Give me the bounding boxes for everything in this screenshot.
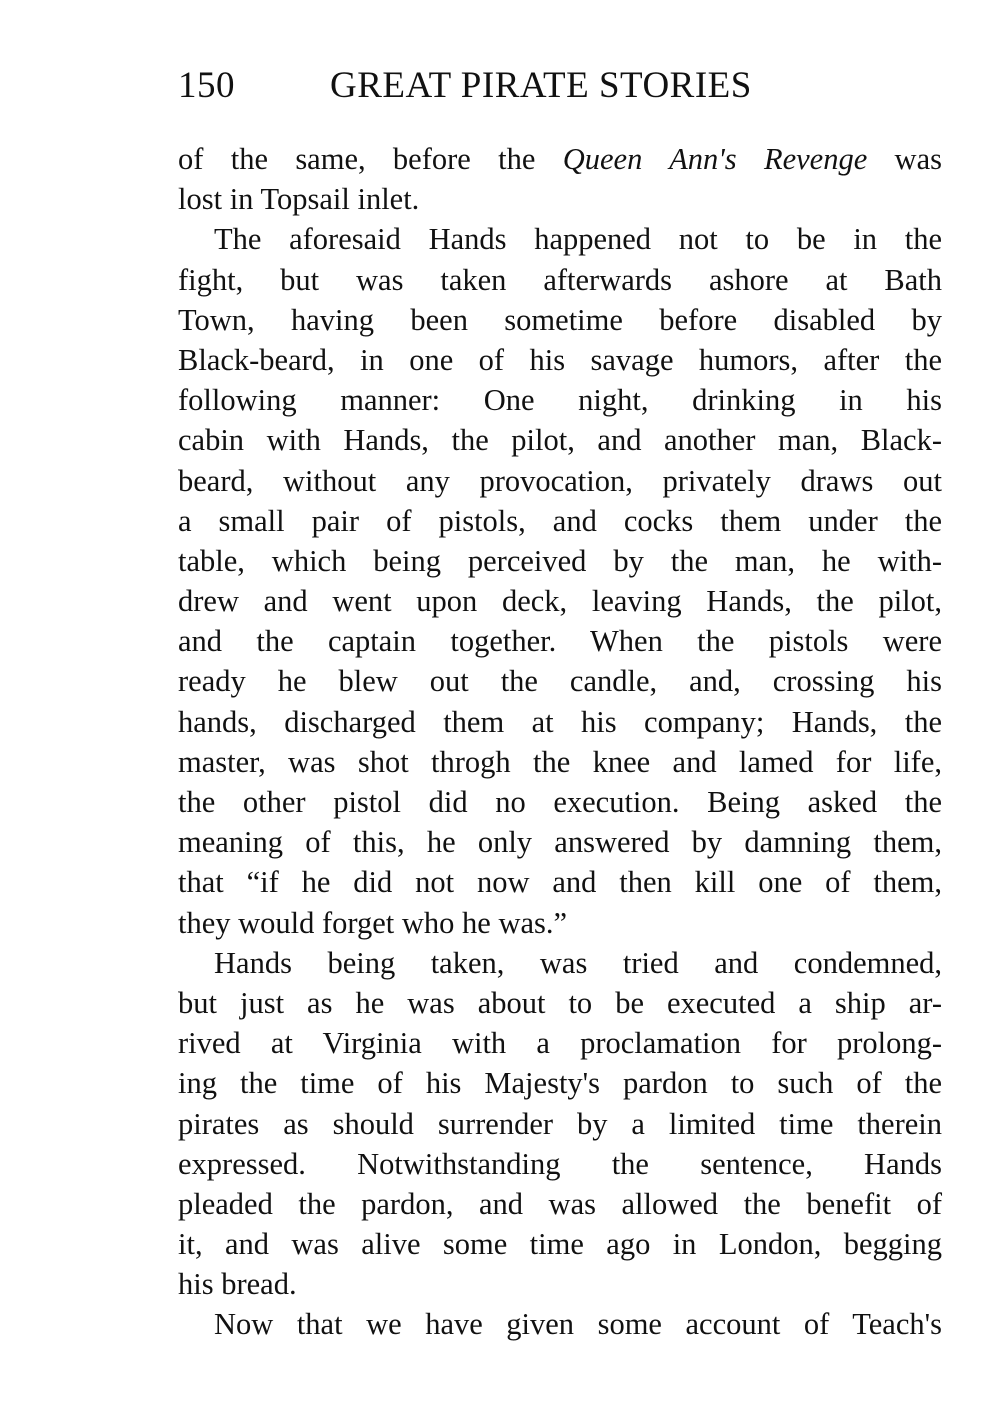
text-line (178, 340, 942, 380)
line-text: master, was shot throgh the knee and lamed for life, (178, 744, 942, 779)
line-text: and the captain together. When the pistols were (178, 624, 942, 659)
text-line (178, 1144, 942, 1184)
line-text: lost in Topsail inlet. (178, 182, 420, 217)
text-line (178, 621, 942, 661)
text-line (178, 702, 942, 742)
text-line (178, 782, 942, 822)
text-line (178, 420, 942, 460)
line-text: The aforesaid Hands happened not to be in the (214, 222, 942, 257)
line-text: table, which being perceived by the man, he with- (178, 543, 942, 578)
text-line (178, 300, 942, 340)
line-text: the other pistol did no execution. Being asked the (178, 785, 942, 819)
text-line (178, 1304, 942, 1344)
text-line (178, 822, 942, 862)
text-line (178, 1184, 942, 1224)
text-line (178, 541, 942, 581)
text-line (178, 461, 942, 501)
line-text: following manner: One night, drinking in his (178, 383, 942, 418)
line-text: of the same, before the (178, 142, 563, 176)
line-text: pirates as should surrender by a limited time therein (178, 1106, 942, 1141)
line-text: cabin with Hands, the pilot, and another man, Black- (178, 423, 942, 458)
line-text: hands, discharged them at his company; Hands, the (178, 704, 942, 739)
line-text: ing the time of his Majesty's pardon to such of the (178, 1066, 942, 1101)
line-text: ready he blew out the candle, and, crossing his (178, 664, 942, 699)
running-title: GREAT PIRATE STORIES (330, 65, 752, 106)
text-line (178, 139, 942, 179)
line-text: his bread. (178, 1267, 297, 1302)
page-body-text (178, 139, 942, 1345)
text-line (178, 742, 942, 782)
line-text: Black-beard, in one of his savage humors, after the (178, 342, 942, 377)
line-text: Hands being taken, was tried and condemned, (214, 945, 942, 980)
text-line (178, 1023, 942, 1063)
text-line (178, 903, 942, 943)
line-text: meaning of this, he only answered by damning them, (178, 825, 942, 860)
line-text: beard, without any provocation, privately draws out (178, 463, 942, 498)
line-text: a small pair of pistols, and cocks them under the (178, 503, 942, 538)
text-line (178, 1063, 942, 1103)
text-line (178, 380, 942, 420)
text-line (178, 260, 942, 300)
text-line (178, 1224, 942, 1264)
text-line (178, 943, 942, 983)
line-text: it, and was alive some time ago in London, begging (178, 1227, 942, 1262)
ship-name: Queen Ann's Revenge (562, 142, 868, 176)
text-line (178, 661, 942, 701)
line-text: expressed. Notwithstanding the sentence, Hands (178, 1146, 942, 1181)
text-line (178, 219, 942, 259)
page-number: 150 (178, 65, 235, 106)
text-line (178, 501, 942, 541)
line-text: they would forget who he was.” (178, 905, 568, 940)
line-text: Now that we have given some account of Teach's (214, 1307, 942, 1342)
line-text: drew and went upon deck, leaving Hands, the pilot, (178, 584, 942, 619)
line-text: pleaded the pardon, and was allowed the benefit of (178, 1186, 942, 1221)
line-text: fight, but was taken afterwards ashore at Bath (178, 262, 942, 297)
text-line (178, 1264, 942, 1304)
text-line (178, 581, 942, 621)
line-text-after: was (867, 142, 942, 176)
text-line (178, 1104, 942, 1144)
text-line (178, 983, 942, 1023)
line-text: but just as he was about to be executed a ship ar- (178, 985, 942, 1020)
line-text: that “if he did not now and then kill one of them, (178, 865, 942, 900)
line-text: rived at Virginia with a proclamation for prolong- (178, 1026, 942, 1061)
line-text: Town, having been sometime before disabled by (178, 302, 942, 337)
text-line (178, 179, 942, 219)
text-line (178, 862, 942, 902)
running-header (178, 62, 752, 110)
